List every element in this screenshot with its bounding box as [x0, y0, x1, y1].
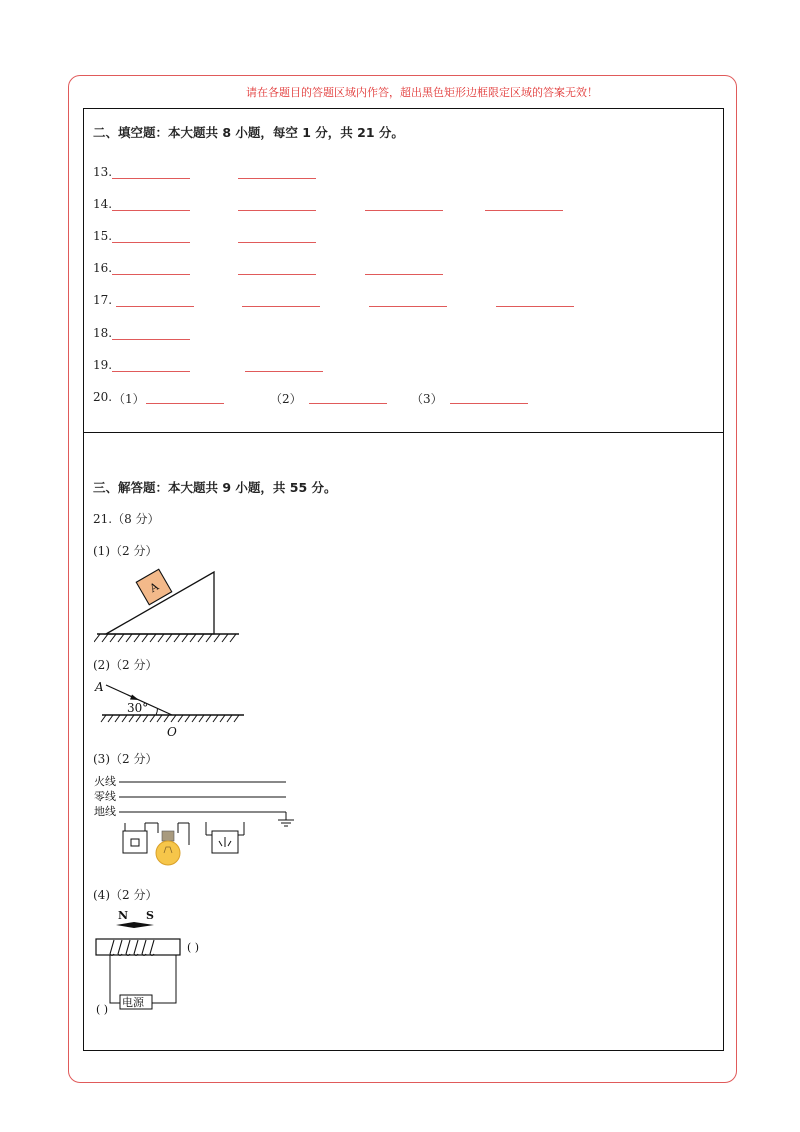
incline-figure	[94, 566, 244, 644]
answer-blank[interactable]	[365, 210, 443, 211]
ground-icon	[278, 820, 294, 826]
question-number: 14.	[93, 197, 113, 211]
answer-blank[interactable]	[112, 210, 190, 211]
angle-label: 30°	[127, 701, 149, 715]
switch-icon	[123, 823, 158, 853]
sub-question-1-label: (1)（2 分）	[93, 544, 158, 558]
ray-arrow-icon	[130, 695, 139, 701]
earth-wire-label: 地线	[94, 805, 116, 818]
live-wire-label: 火线	[94, 775, 116, 788]
warning-text: 请在各题目的答题区域内作答，超出黑色矩形边框限定区域的答案无效！	[246, 86, 598, 99]
point-a-label: A	[95, 680, 104, 694]
section2-heading: 二、填空题：本大题共 8 小题，每空 1 分，共 21 分。	[93, 125, 404, 140]
light-bulb-icon	[156, 823, 189, 865]
answer-blank[interactable]	[112, 178, 190, 179]
part-label: （3）	[411, 392, 443, 406]
answer-blank[interactable]	[485, 210, 563, 211]
answer-blank[interactable]	[309, 403, 387, 404]
answer-blank[interactable]	[238, 242, 316, 243]
answer-blank[interactable]	[365, 274, 443, 275]
question-number: 19.	[93, 358, 113, 372]
neutral-wire-label: 零线	[94, 790, 116, 803]
answer-blank[interactable]	[245, 371, 323, 372]
question-number: 18.	[93, 326, 113, 340]
answer-blank[interactable]	[238, 274, 316, 275]
sub-question-3-label: (3)（2 分）	[93, 752, 158, 766]
question-21-label: 21.（8 分）	[93, 512, 160, 526]
part-label: （2）	[270, 392, 302, 406]
question-number: 13.	[93, 165, 113, 179]
answer-blank[interactable]	[112, 242, 190, 243]
solenoid-figure	[94, 907, 219, 1015]
power-source-label: 电源	[122, 996, 144, 1009]
sub-question-2-label: (2)（2 分）	[93, 658, 158, 672]
answer-blank[interactable]	[112, 339, 190, 340]
question-number: 16.	[93, 261, 113, 275]
south-label: S	[146, 909, 154, 922]
pole-answer-paren-right: ( )	[187, 941, 200, 954]
north-label: N	[118, 909, 129, 922]
block-a-label: A	[147, 579, 161, 596]
answer-blank[interactable]	[238, 210, 316, 211]
sub-question-4-label: (4)（2 分）	[93, 888, 158, 902]
circuit-figure	[94, 773, 309, 873]
question-number: 17.	[93, 293, 113, 307]
point-o-label: O	[167, 725, 177, 739]
question-number: 15.	[93, 229, 113, 243]
answer-blank[interactable]	[242, 306, 320, 307]
question-number: 20.	[93, 390, 113, 404]
answer-blank[interactable]	[369, 306, 447, 307]
answer-blank[interactable]	[112, 274, 190, 275]
socket-icon	[206, 822, 244, 853]
reflection-figure	[94, 679, 249, 739]
fill-in-section	[83, 108, 724, 433]
answer-blank[interactable]	[450, 403, 528, 404]
pole-answer-paren-left: ( )	[96, 1003, 109, 1015]
answer-blank[interactable]	[238, 178, 316, 179]
answer-blank[interactable]	[496, 306, 574, 307]
section3-heading: 三、解答题：本大题共 9 小题，共 55 分。	[93, 480, 337, 495]
answer-blank[interactable]	[116, 306, 194, 307]
answer-blank[interactable]	[112, 371, 190, 372]
answer-blank[interactable]	[146, 403, 224, 404]
part-label: （1）	[113, 392, 145, 406]
compass-needle-icon	[116, 922, 154, 928]
solution-section	[83, 432, 724, 1051]
